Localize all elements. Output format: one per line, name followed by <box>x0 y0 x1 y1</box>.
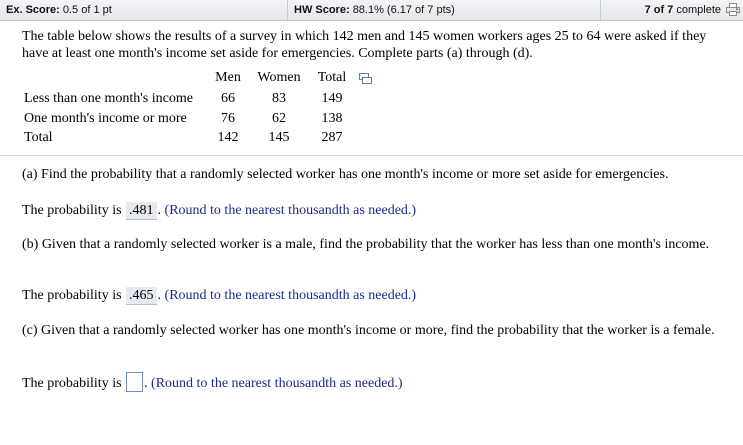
cell-men: 76 <box>221 111 235 126</box>
cell-women: 83 <box>272 91 286 106</box>
question-intro: The table below shows the results of a survey in which 142 men and 145 women workers ages 25 to 64 were asked if they have at least one month's income set aside for emergencies. Complete parts (a) through (d). <box>22 29 707 61</box>
section-divider <box>0 155 743 156</box>
cell-men: 66 <box>221 91 235 106</box>
answer-prefix: The probability is <box>22 288 122 303</box>
part-a-answer[interactable]: .481 <box>126 202 157 220</box>
score-bar <box>0 0 743 21</box>
answer-prefix: The probability is <box>22 203 122 218</box>
cell-total: 149 <box>321 91 343 106</box>
part-b-answer[interactable]: .465 <box>126 287 157 305</box>
row-label: Total <box>24 130 53 145</box>
cell-women: 145 <box>268 130 290 145</box>
row-label: One month's income or more <box>24 111 187 126</box>
print-icon[interactable] <box>726 3 740 16</box>
cell-men: 142 <box>217 130 239 145</box>
part-c-answer-line: The probability is . (Round to the nearest thousandth as needed.) <box>22 372 403 394</box>
part-c-answer-input[interactable] <box>126 372 143 392</box>
ex-score <box>6 0 112 20</box>
part-b-answer-line: The probability is .465 . (Round to the nearest thousandth as needed.) <box>22 288 417 303</box>
rounding-hint: (Round to the nearest thousandth as needed.) <box>164 288 417 303</box>
hw-score-label: HW Score: <box>294 4 350 16</box>
table-header-men: Men <box>215 70 241 85</box>
row-label: Less than one month's income <box>24 91 193 106</box>
divider <box>600 0 601 20</box>
ex-score-value: 0.5 of 1 pt <box>62 4 112 16</box>
hw-score-value: 88.1% (6.17 of 7 pts) <box>352 4 455 16</box>
rounding-hint: (Round to the nearest thousandth as needed.) <box>151 376 403 391</box>
cell-total: 138 <box>321 111 343 126</box>
hw-score <box>294 0 455 20</box>
progress-count: 7 of 7 <box>644 4 674 16</box>
part-c-question: (c) Given that a randomly selected worker has one month's income or more, find the probability that the worker is a female. <box>22 323 715 338</box>
table-header-women: Women <box>257 70 301 85</box>
answer-prefix: The probability is <box>22 376 122 391</box>
part-a-answer-line: The probability is .481 . (Round to the nearest thousandth as needed.) <box>22 203 417 218</box>
table-header-total: Total <box>317 70 347 85</box>
progress-indicator <box>645 0 721 20</box>
copy-table-icon[interactable] <box>359 73 372 84</box>
part-b-question: (b) Given that a randomly selected worker is a male, find the probability that the worker has less than one month's income. <box>22 237 710 252</box>
rounding-hint: (Round to the nearest thousandth as needed.) <box>164 203 417 218</box>
progress-label: complete <box>676 4 721 16</box>
ex-score-label: Ex. Score: <box>6 4 60 16</box>
cell-total: 287 <box>321 130 343 145</box>
divider <box>287 0 288 20</box>
cell-women: 62 <box>272 111 286 126</box>
part-a-question: (a) Find the probability that a randomly selected worker has one month's income or more set aside for emergencies. <box>22 167 669 182</box>
